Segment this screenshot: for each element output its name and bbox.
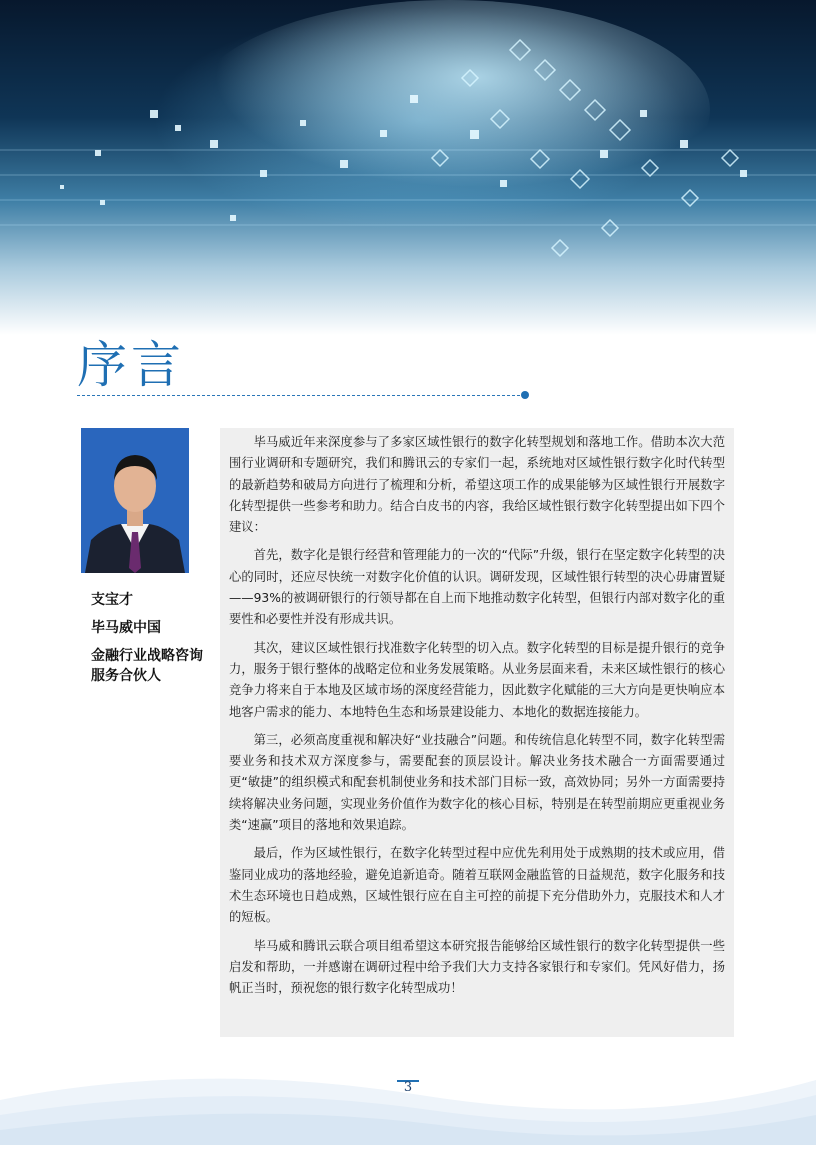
title-divider-dot [521,391,529,399]
paragraph: 首先，数字化是银行经营和管理能力的一次的“代际”升级，银行在坚定数字化转型的决心的同时，还应尽快统一对数字化价值的认识。调研发现，区域性银行转型的决心毋庸置疑——93%的被调研银行的行领导都在自上而下地推动数字化转型，但银行内部对数字化的重要性和必要性并没有形成共识。 [229,548,725,627]
page-number: 3 [403,1080,413,1095]
author-name: 支宝才 [91,592,133,608]
preface-text-box [220,428,734,1037]
author-company: 毕马威中国 [91,620,161,636]
paragraph: 第三，必须高度重视和解决好“业技融合”问题。和传统信息化转型不同，数字化转型需要业务和技术双方深度参与，需要配套的顶层设计。解决业务技术融合一方面需要通过更“敏捷”的组织模式和配套机制使业务和技术部门目标一致，高效协同；另外一方面需要持续将解决业务问题，实现业务价值作为数字化的核心目标，特别是在转型前期应更重视业务类“速赢”项目的落地和效果追踪。 [229,732,725,833]
paragraph: 毕马威近年来深度参与了多家区域性银行的数字化转型规划和落地工作。借助本次大范围行业调研和专题研究，我们和腾讯云的专家们一起，系统地对区域性银行数字化时代转型的最新趋势和破局方向进行了梳理和分析，希望这项工作的成果能够为区域性银行开展数字化转型提供一些参考和助力。结合白皮书的内容，我给区域性银行数字化转型提出如下四个建议： [229,435,725,535]
author-role-line-1: 金融行业战略咨询 [91,648,203,664]
page-title: 序言 [77,336,185,394]
title-divider [77,395,520,396]
header-banner-image [0,0,816,335]
author-role-line-2: 服务合伙人 [91,668,161,684]
author-info [91,590,216,686]
paragraph: 最后，作为区域性银行，在数字化转型过程中应优先利用处于成熟期的技术或应用，借鉴同业成功的落地经验，避免追新追奇。随着互联网金融监管的日益规范，数字化服务和技术生态环境也日趋成熟，区域性银行应在自主可控的前提下充分借助外力，克服技术和人才的短板。 [229,846,725,925]
paragraph: 其次，建议区域性银行找准数字化转型的切入点。数字化转型的目标是提升银行的竞争力，服务于银行整体的战略定位和业务发展策略。从业务层面来看，未来区域性银行的核心竞争力将来自于本地及区域市场的深度经营能力，因此数字化赋能的三大方向是更快响应本地客户需求的能力、本地特色生态和场景建设能力、本地化的数据连接能力。 [229,640,725,719]
author-portrait [81,428,189,573]
paragraph: 毕马威和腾讯云联合项目组希望这本研究报告能够给区域性银行的数字化转型提供一些启发和帮助，一并感谢在调研过程中给予我们大力支持各家银行和专家们。凭风好借力，扬帆正当时，预祝您的银行数字化转型成功！ [229,938,725,996]
digital-network-graphic [0,0,816,335]
